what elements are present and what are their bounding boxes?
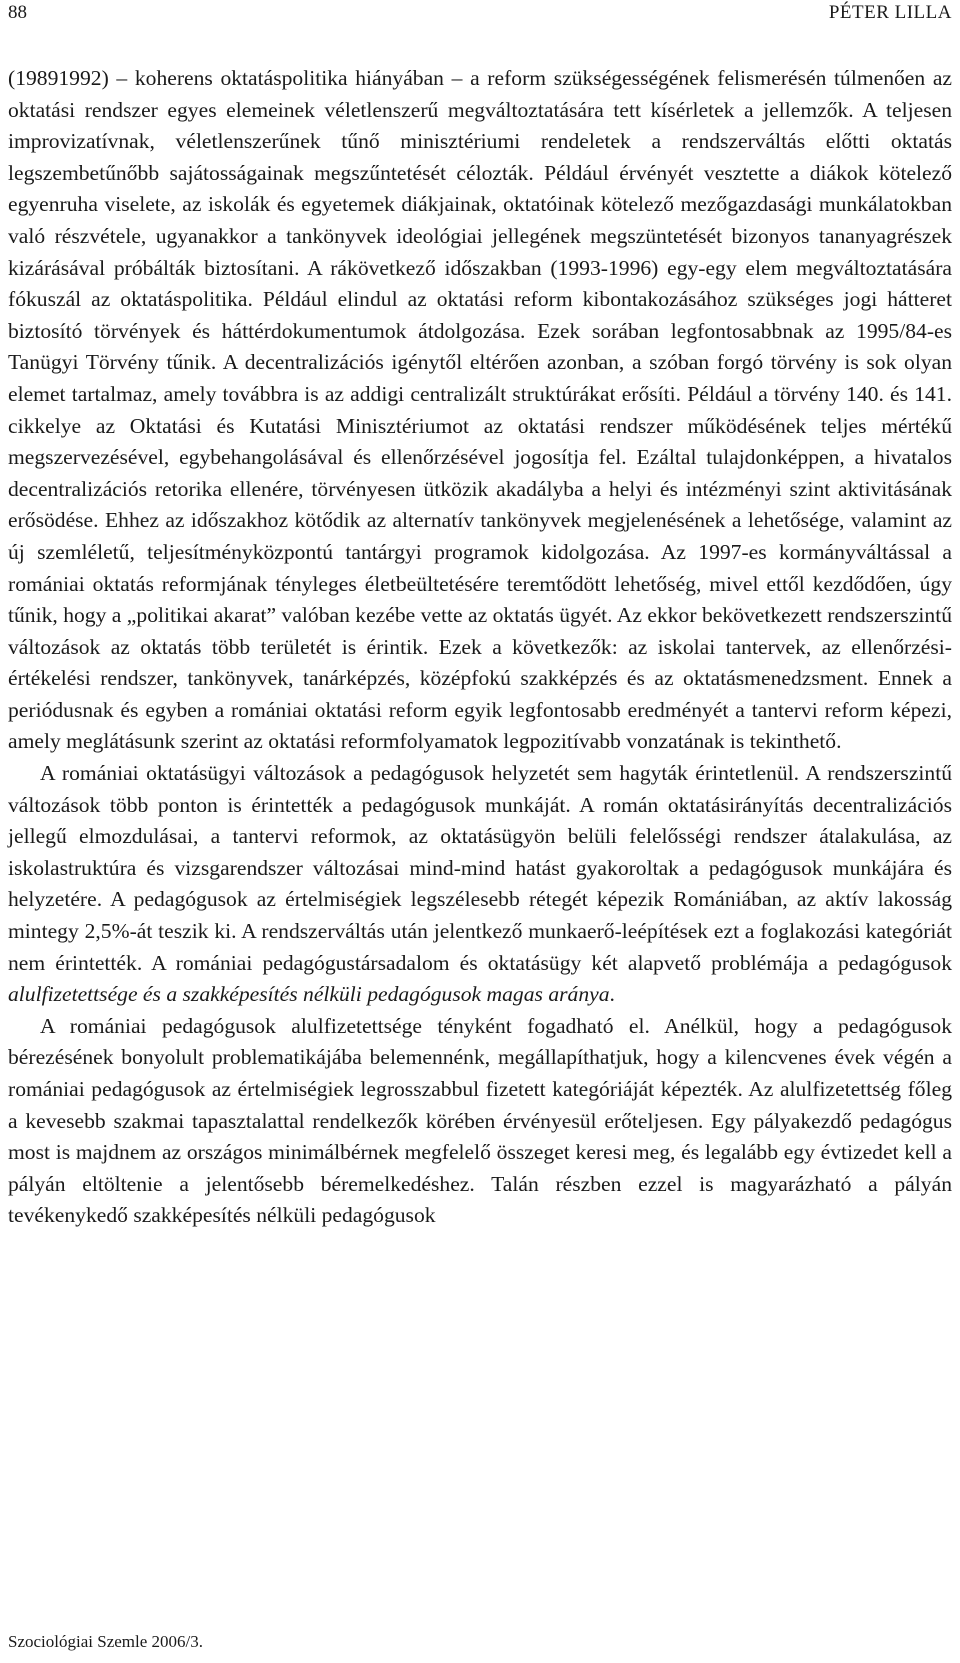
paragraph-3: A romániai pedagógusok alulfizetettsége tényként fogadható el. Anélkül, hogy a pedagógusok bérezésének bonyolult problematikájába belemennénk, megállapíthatjuk, hogy a kilencvenes évek végén a romániai pedagógusok az értelmiségiek legrosszabbul fizetett kategóriáját képezték. Az alulfizetettség főleg a kevesebb szakmai tapasztalattal rendelkezők körében érvényesül erőteljesen. Egy pályakezdő pedagógus most is majdnem az országos minimálbérnek megfelelő összeget keresi meg, és legalább egy évtizedet kell a pályán eltöltenie a jelentősebb béremelkedéshez. Talán részben ezzel is magyarázható a pályán tevékenykedő szakképesítés nélküli pedagógusok (8, 1013, 952, 1228)
page-number: 88 (8, 2, 27, 23)
journal-footer: Szociológiai Szemle 2006/3. (8, 1632, 203, 1651)
article-body (8, 63, 952, 1232)
paragraph-1: (19891992) – koherens oktatáspolitika hiányában – a reform szükségességének felismerésén túlmenően az oktatási rendszer egyes elemeinek véletlenszerű megváltoztatására tett kísérletek a jellemzők. A teljesen improvizatívnak, véletlenszerűnek tűnő minisztériumi rendeletek a rendszerváltás előtti oktatás legszembetűnőbb sajátosságainak megszűntetését célozták. Például érvényét vesztette a diákok kötelező egyenruha viselete, az iskolák és egyetemek diákjainak, oktatóinak kötelező mezőgazdasági munkálatokban való részvétele, ugyanakkor a tankönyvek ideológiai jellegének megszüntetését bizonyos tananyagrészek kizárásával próbálták biztosítani. A rákövetkező időszakban (1993-1996) egy-egy elem megváltoztatására fókuszál az oktatáspolitika. Például elindul az oktatási reform kibontakozásához szükséges jogi hátteret biztosító törvények és háttérdokumentumok átdolgozása. Ezek sorában legfontosabbnak az 1995/84-es Tanügyi Törvény tűnik. A decentralizációs igénytől eltérően azonban, a szóban forgó törvény is sok olyan elemet tartalmaz, amely továbbra is az addigi centralizált struktúrákat erősíti. Például a törvény 140. és 141. cikkelye az Oktatási és Kutatási Minisztériumot az oktatási rendszer működésének teljes mértékű megszervezésével, egybehangolásával és ellenőrzésével jogosítja fel. Ezáltal tulajdonképpen, a hivatalos decentralizációs retorika ellenére, törvényesen ütközik akadályba a helyi és intézményi szint aktivitásának erősödése. Ehhez az időszakhoz kötődik az alternatív tankönyvek megjelenésének a lehetősége, valamint az új szemléletű, teljesítményközpontú tantárgyi programok kidolgozása. Az 1997-es kormányváltással a romániai oktatás reformjának tényleges életbeültetésére teremtődött lehetőség, mivel ettől kezdődően, úgy tűnik, hogy a „politikai akarat” valóban kezébe vette az oktatás ügyét. Az ekkor bekövetkezett rendszerszintű változások az oktatás több területét is érintik. Ezek a következők: az iskolai tantervek, az ellenőrzési-értékelési rendszer, tankönyvek, tanárképzés, középfokú szakképzés és az oktatásmenedzsment. Ennek a periódusnak és egyben a romániai oktatási reform egyik legfontosabb eredményét a tantervi reform képezi, amely meglátásunk szerint az oktatási reformfolyamatok legpozitívabb vonzatának is tekinthető. (8, 66, 952, 754)
paragraph-2-emphasis: alulfizetettsége és a szakképesítés nélküli pedagógusok magas aránya (8, 982, 610, 1007)
running-head-author: PÉTER LILLA (828, 2, 952, 23)
paragraph-2-text: A romániai oktatásügyi változások a pedagógusok helyzetét sem hagyták érintetlenül. A rendszerszintű változások több ponton is érintették a pedagógusok munkáját. A román oktatásirányítás decentralizációs jellegű elmozdulásai, a tantervi reformok, az oktatásügyön belüli felelősségi rendszer átalakulása, az iskolastruktúra és vizsgarendszer változásai mind-mind hatást gyakoroltak a pedagógusok munkájára és helyzetére. A pedagógusok az értelmiségiek legszélesebb rétegét képezik Romániában, az aktív lakosság mintegy 2,5%-át teszik ki. A rendszerváltás után jelentkező munkaerő-leépítések ezt a foglakozási kategóriát nem érintették. A romániai pedagógustársadalom és oktatásügy két alapvető problémája a pedagógusok (8, 761, 952, 975)
paragraph-2 (8, 758, 952, 1011)
paragraph-2-end: . (609, 982, 615, 1007)
